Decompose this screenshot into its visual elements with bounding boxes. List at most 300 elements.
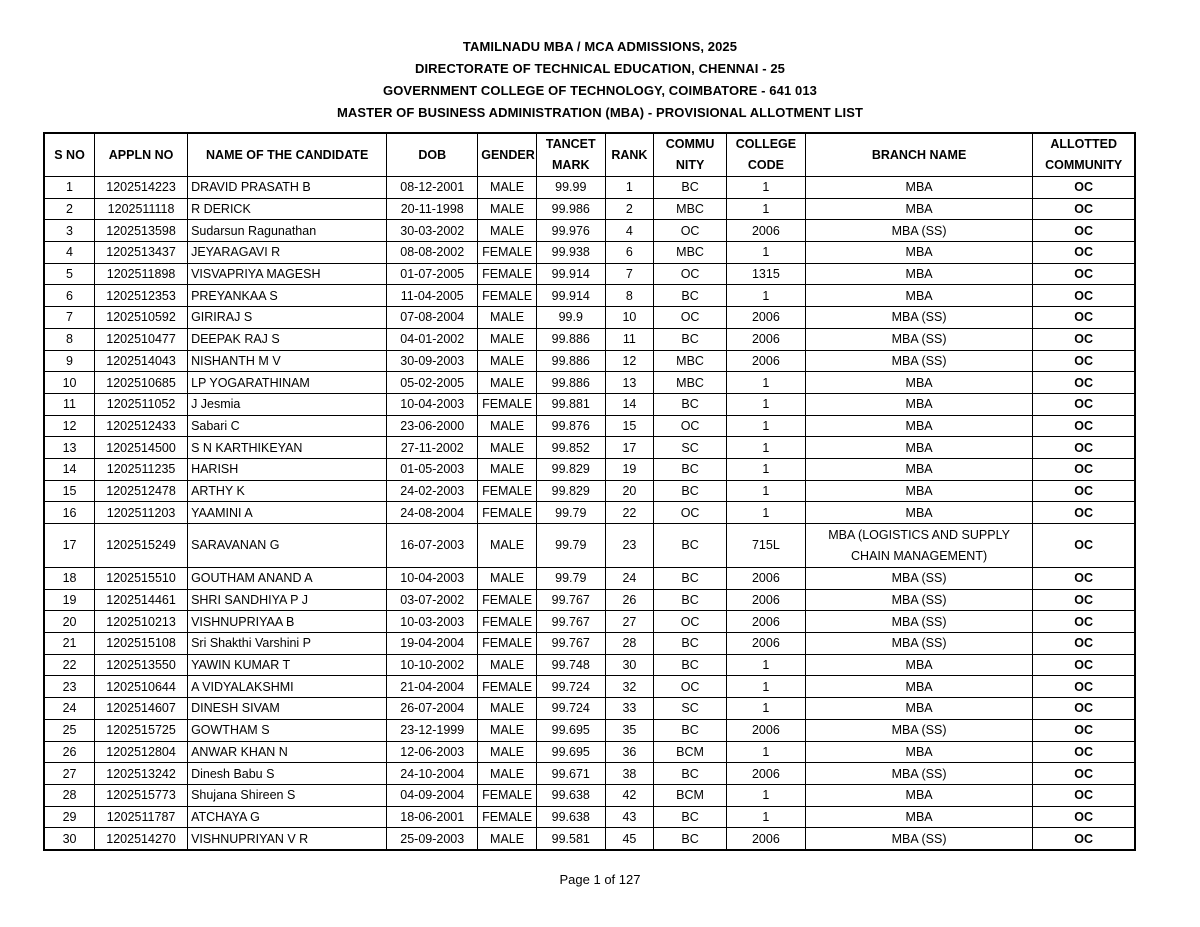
cell-name: Sri Shakthi Varshini P	[188, 633, 387, 655]
cell-name: J Jesmia	[188, 393, 387, 415]
table-row	[44, 328, 1135, 350]
cell-community: BC	[654, 328, 727, 350]
cell-allotted-community: OC	[1033, 393, 1135, 415]
cell-college-code: 2006	[726, 611, 805, 633]
cell-branch: MBA	[805, 784, 1033, 806]
cell-name: ARTHY K	[188, 480, 387, 502]
table-row	[44, 263, 1135, 285]
cell-sno: 5	[44, 263, 95, 285]
cell-branch: MBA (SS)	[805, 828, 1033, 850]
cell-allotted-community: OC	[1033, 676, 1135, 698]
cell-sno: 13	[44, 437, 95, 459]
page-number: Page 1 of 127	[559, 872, 641, 887]
table-row	[44, 177, 1135, 199]
cell-community: OC	[654, 220, 727, 242]
cell-community: BC	[654, 719, 727, 741]
cell-appln-no: 1202512353	[95, 285, 188, 307]
table-row	[44, 502, 1135, 524]
col-header-community	[654, 133, 727, 177]
cell-college-code: 2006	[726, 220, 805, 242]
cell-appln-no: 1202511898	[95, 263, 188, 285]
cell-tancet-mark: 99.638	[536, 806, 605, 828]
cell-rank: 8	[605, 285, 654, 307]
cell-dob: 10-03-2003	[387, 611, 478, 633]
cell-tancet-mark: 99.99	[536, 177, 605, 199]
table-row	[44, 763, 1135, 785]
cell-community: OC	[654, 611, 727, 633]
cell-tancet-mark: 99.695	[536, 741, 605, 763]
cell-name: VISVAPRIYA MAGESH	[188, 263, 387, 285]
cell-branch: MBA	[805, 806, 1033, 828]
cell-gender: MALE	[478, 654, 537, 676]
cell-appln-no: 1202512433	[95, 415, 188, 437]
cell-name: DINESH SIVAM	[188, 698, 387, 720]
cell-sno: 29	[44, 806, 95, 828]
cell-appln-no: 1202511235	[95, 458, 188, 480]
cell-gender: FEMALE	[478, 611, 537, 633]
cell-tancet-mark: 99.886	[536, 372, 605, 394]
cell-branch: MBA (SS)	[805, 589, 1033, 611]
table-row	[44, 633, 1135, 655]
cell-tancet-mark: 99.829	[536, 458, 605, 480]
cell-sno: 20	[44, 611, 95, 633]
cell-community: SC	[654, 437, 727, 459]
cell-dob: 24-08-2004	[387, 502, 478, 524]
cell-name: HARISH	[188, 458, 387, 480]
col-header-appln-no: APPLN NO	[95, 133, 188, 177]
table-row	[44, 350, 1135, 372]
cell-rank: 20	[605, 480, 654, 502]
col-header-college-line2: CODE	[747, 158, 784, 172]
table-row	[44, 372, 1135, 394]
cell-branch: MBA	[805, 480, 1033, 502]
col-header-college-line1: COLLEGE	[735, 137, 797, 151]
header-line-3: GOVERNMENT COLLEGE OF TECHNOLOGY, COIMBATORE - 641 013	[383, 83, 817, 98]
cell-community: SC	[654, 698, 727, 720]
cell-appln-no: 1202511118	[95, 198, 188, 220]
cell-tancet-mark: 99.724	[536, 698, 605, 720]
cell-allotted-community: OC	[1033, 437, 1135, 459]
table-row	[44, 415, 1135, 437]
table-row	[44, 611, 1135, 633]
cell-dob: 27-11-2002	[387, 437, 478, 459]
cell-tancet-mark: 99.938	[536, 242, 605, 264]
table-row	[44, 198, 1135, 220]
cell-allotted-community: OC	[1033, 198, 1135, 220]
header-line-4: MASTER OF BUSINESS ADMINISTRATION (MBA) - PROVISIONAL ALLOTMENT LIST	[336, 105, 864, 120]
cell-community: BC	[654, 285, 727, 307]
table-row	[44, 437, 1135, 459]
col-header-sno: S NO	[44, 133, 95, 177]
cell-branch: MBA (SS)	[805, 568, 1033, 590]
cell-name: GIRIRAJ S	[188, 307, 387, 329]
cell-gender: MALE	[478, 415, 537, 437]
cell-college-code: 1	[726, 654, 805, 676]
col-header-dob: DOB	[387, 133, 478, 177]
cell-appln-no: 1202515725	[95, 719, 188, 741]
cell-allotted-community: OC	[1033, 589, 1135, 611]
cell-college-code: 2006	[726, 568, 805, 590]
cell-sno: 22	[44, 654, 95, 676]
table-row	[44, 654, 1135, 676]
header-line-1: TAMILNADU MBA / MCA ADMISSIONS, 2025	[462, 39, 738, 54]
cell-college-code: 2006	[726, 328, 805, 350]
cell-branch: MBA	[805, 285, 1033, 307]
cell-allotted-community: OC	[1033, 784, 1135, 806]
cell-gender: MALE	[478, 524, 537, 568]
cell-branch: MBA	[805, 415, 1033, 437]
cell-college-code: 1	[726, 415, 805, 437]
cell-name: GOWTHAM S	[188, 719, 387, 741]
cell-gender: MALE	[478, 220, 537, 242]
cell-tancet-mark: 99.876	[536, 415, 605, 437]
cell-rank: 42	[605, 784, 654, 806]
cell-branch: MBA	[805, 177, 1033, 199]
cell-college-code: 1	[726, 698, 805, 720]
table-row	[44, 806, 1135, 828]
table-row	[44, 393, 1135, 415]
cell-dob: 19-04-2004	[387, 633, 478, 655]
cell-allotted-community: OC	[1033, 698, 1135, 720]
table-row	[44, 784, 1135, 806]
cell-sno: 21	[44, 633, 95, 655]
cell-college-code: 1	[726, 806, 805, 828]
cell-gender: MALE	[478, 198, 537, 220]
table-row	[44, 480, 1135, 502]
cell-appln-no: 1202513242	[95, 763, 188, 785]
cell-allotted-community: OC	[1033, 741, 1135, 763]
cell-allotted-community: OC	[1033, 806, 1135, 828]
cell-branch: MBA (SS)	[805, 307, 1033, 329]
cell-college-code: 1315	[726, 263, 805, 285]
cell-college-code: 1	[726, 393, 805, 415]
cell-sno: 8	[44, 328, 95, 350]
cell-dob: 04-09-2004	[387, 784, 478, 806]
cell-dob: 23-12-1999	[387, 719, 478, 741]
cell-gender: MALE	[478, 698, 537, 720]
cell-appln-no: 1202515773	[95, 784, 188, 806]
cell-sno: 19	[44, 589, 95, 611]
cell-community: OC	[654, 676, 727, 698]
cell-allotted-community: OC	[1033, 828, 1135, 850]
cell-gender: FEMALE	[478, 480, 537, 502]
cell-allotted-community: OC	[1033, 502, 1135, 524]
cell-allotted-community: OC	[1033, 285, 1135, 307]
cell-rank: 36	[605, 741, 654, 763]
cell-dob: 30-03-2002	[387, 220, 478, 242]
cell-name: Sudarsun Ragunathan	[188, 220, 387, 242]
cell-branch: MBA	[805, 676, 1033, 698]
cell-branch: MBA	[805, 654, 1033, 676]
cell-community: BC	[654, 524, 727, 568]
cell-rank: 22	[605, 502, 654, 524]
cell-gender: MALE	[478, 437, 537, 459]
cell-sno: 27	[44, 763, 95, 785]
cell-dob: 20-11-1998	[387, 198, 478, 220]
cell-dob: 23-06-2000	[387, 415, 478, 437]
cell-name: SARAVANAN G	[188, 524, 387, 568]
cell-college-code: 1	[726, 676, 805, 698]
cell-allotted-community: OC	[1033, 372, 1135, 394]
col-header-tancet-mark	[536, 133, 605, 177]
cell-rank: 27	[605, 611, 654, 633]
table-header-row	[44, 133, 1135, 177]
header-line-2: DIRECTORATE OF TECHNICAL EDUCATION, CHENNAI - 25	[414, 61, 786, 76]
cell-appln-no: 1202510644	[95, 676, 188, 698]
cell-appln-no: 1202514223	[95, 177, 188, 199]
cell-community: OC	[654, 263, 727, 285]
cell-dob: 24-02-2003	[387, 480, 478, 502]
cell-name: ATCHAYA G	[188, 806, 387, 828]
cell-college-code: 2006	[726, 350, 805, 372]
cell-sno: 23	[44, 676, 95, 698]
cell-community: MBC	[654, 198, 727, 220]
cell-gender: MALE	[478, 350, 537, 372]
cell-appln-no: 1202510213	[95, 611, 188, 633]
cell-branch: MBA (SS)	[805, 719, 1033, 741]
table-row	[44, 524, 1135, 568]
cell-name: R DERICK	[188, 198, 387, 220]
cell-appln-no: 1202514607	[95, 698, 188, 720]
cell-gender: MALE	[478, 741, 537, 763]
cell-allotted-community: OC	[1033, 568, 1135, 590]
cell-allotted-community: OC	[1033, 328, 1135, 350]
cell-branch: MBA (LOGISTICS AND SUPPLY CHAIN MANAGEMENT)	[805, 524, 1033, 568]
cell-college-code: 2006	[726, 589, 805, 611]
cell-name: JEYARAGAVI R	[188, 242, 387, 264]
cell-rank: 28	[605, 633, 654, 655]
col-header-tancet-line1: TANCET	[545, 137, 596, 151]
cell-gender: MALE	[478, 828, 537, 850]
cell-name: VISHNUPRIYAA B	[188, 611, 387, 633]
cell-branch: MBA	[805, 198, 1033, 220]
cell-branch: MBA	[805, 698, 1033, 720]
cell-gender: MALE	[478, 328, 537, 350]
cell-rank: 14	[605, 393, 654, 415]
cell-sno: 30	[44, 828, 95, 850]
cell-community: BC	[654, 763, 727, 785]
cell-college-code: 1	[726, 177, 805, 199]
table-row	[44, 589, 1135, 611]
cell-community: BCM	[654, 741, 727, 763]
cell-tancet-mark: 99.886	[536, 328, 605, 350]
cell-branch: MBA	[805, 437, 1033, 459]
table-row	[44, 242, 1135, 264]
cell-gender: MALE	[478, 307, 537, 329]
cell-community: BC	[654, 633, 727, 655]
cell-community: BCM	[654, 784, 727, 806]
cell-community: BC	[654, 589, 727, 611]
cell-tancet-mark: 99.581	[536, 828, 605, 850]
col-header-rank: RANK	[605, 133, 654, 177]
cell-dob: 18-06-2001	[387, 806, 478, 828]
cell-rank: 4	[605, 220, 654, 242]
cell-branch: MBA	[805, 741, 1033, 763]
cell-gender: FEMALE	[478, 806, 537, 828]
cell-branch: MBA	[805, 242, 1033, 264]
cell-sno: 24	[44, 698, 95, 720]
cell-college-code: 1	[726, 784, 805, 806]
cell-dob: 16-07-2003	[387, 524, 478, 568]
cell-allotted-community: OC	[1033, 654, 1135, 676]
cell-allotted-community: OC	[1033, 611, 1135, 633]
cell-allotted-community: OC	[1033, 480, 1135, 502]
cell-gender: MALE	[478, 719, 537, 741]
cell-branch: MBA	[805, 263, 1033, 285]
cell-tancet-mark: 99.79	[536, 502, 605, 524]
cell-rank: 24	[605, 568, 654, 590]
cell-gender: FEMALE	[478, 676, 537, 698]
cell-tancet-mark: 99.671	[536, 763, 605, 785]
cell-sno: 3	[44, 220, 95, 242]
cell-community: BC	[654, 806, 727, 828]
cell-appln-no: 1202515510	[95, 568, 188, 590]
cell-appln-no: 1202510477	[95, 328, 188, 350]
cell-tancet-mark: 99.914	[536, 263, 605, 285]
cell-college-code: 2006	[726, 307, 805, 329]
cell-branch: MBA (SS)	[805, 611, 1033, 633]
cell-sno: 6	[44, 285, 95, 307]
cell-dob: 05-02-2005	[387, 372, 478, 394]
cell-college-code: 1	[726, 437, 805, 459]
cell-tancet-mark: 99.767	[536, 611, 605, 633]
cell-rank: 26	[605, 589, 654, 611]
table-row	[44, 828, 1135, 850]
cell-college-code: 1	[726, 372, 805, 394]
cell-college-code: 1	[726, 458, 805, 480]
cell-branch: MBA	[805, 372, 1033, 394]
cell-college-code: 1	[726, 480, 805, 502]
cell-sno: 25	[44, 719, 95, 741]
cell-dob: 01-07-2005	[387, 263, 478, 285]
table-row	[44, 719, 1135, 741]
cell-community: BC	[654, 177, 727, 199]
cell-branch: MBA (SS)	[805, 633, 1033, 655]
cell-sno: 14	[44, 458, 95, 480]
cell-rank: 30	[605, 654, 654, 676]
cell-name: SHRI SANDHIYA P J	[188, 589, 387, 611]
cell-appln-no: 1202514500	[95, 437, 188, 459]
cell-gender: FEMALE	[478, 502, 537, 524]
cell-name: YAAMINI A	[188, 502, 387, 524]
cell-appln-no: 1202513550	[95, 654, 188, 676]
cell-allotted-community: OC	[1033, 177, 1135, 199]
cell-appln-no: 1202513598	[95, 220, 188, 242]
cell-sno: 16	[44, 502, 95, 524]
cell-branch: MBA (SS)	[805, 350, 1033, 372]
col-header-name: NAME OF THE CANDIDATE	[188, 133, 387, 177]
cell-name: YAWIN KUMAR T	[188, 654, 387, 676]
col-header-allotted-line1: ALLOTTED	[1050, 137, 1117, 151]
cell-college-code: 2006	[726, 828, 805, 850]
cell-tancet-mark: 99.886	[536, 350, 605, 372]
cell-appln-no: 1202513437	[95, 242, 188, 264]
cell-community: BC	[654, 828, 727, 850]
cell-tancet-mark: 99.852	[536, 437, 605, 459]
cell-sno: 17	[44, 524, 95, 568]
cell-dob: 01-05-2003	[387, 458, 478, 480]
cell-allotted-community: OC	[1033, 220, 1135, 242]
cell-appln-no: 1202512804	[95, 741, 188, 763]
cell-gender: FEMALE	[478, 589, 537, 611]
cell-community: MBC	[654, 242, 727, 264]
table-row	[44, 220, 1135, 242]
cell-appln-no: 1202514461	[95, 589, 188, 611]
cell-rank: 7	[605, 263, 654, 285]
cell-community: MBC	[654, 372, 727, 394]
cell-gender: MALE	[478, 568, 537, 590]
cell-sno: 12	[44, 415, 95, 437]
cell-dob: 25-09-2003	[387, 828, 478, 850]
cell-college-code: 1	[726, 741, 805, 763]
cell-name: Sabari C	[188, 415, 387, 437]
cell-community: OC	[654, 415, 727, 437]
cell-name: NISHANTH M V	[188, 350, 387, 372]
cell-allotted-community: OC	[1033, 242, 1135, 264]
cell-tancet-mark: 99.976	[536, 220, 605, 242]
cell-rank: 10	[605, 307, 654, 329]
table-row	[44, 285, 1135, 307]
cell-tancet-mark: 99.79	[536, 524, 605, 568]
cell-tancet-mark: 99.748	[536, 654, 605, 676]
cell-appln-no: 1202515249	[95, 524, 188, 568]
cell-name: S N KARTHIKEYAN	[188, 437, 387, 459]
cell-rank: 32	[605, 676, 654, 698]
table-row	[44, 741, 1135, 763]
cell-dob: 12-06-2003	[387, 741, 478, 763]
cell-dob: 08-12-2001	[387, 177, 478, 199]
cell-community: BC	[654, 568, 727, 590]
cell-rank: 2	[605, 198, 654, 220]
cell-community: BC	[654, 654, 727, 676]
cell-community: MBC	[654, 350, 727, 372]
cell-gender: MALE	[478, 458, 537, 480]
cell-name: PREYANKAA S	[188, 285, 387, 307]
cell-allotted-community: OC	[1033, 719, 1135, 741]
cell-rank: 19	[605, 458, 654, 480]
cell-rank: 35	[605, 719, 654, 741]
table-body	[44, 177, 1135, 850]
cell-appln-no: 1202515108	[95, 633, 188, 655]
cell-name: ANWAR KHAN N	[188, 741, 387, 763]
cell-dob: 07-08-2004	[387, 307, 478, 329]
cell-branch: MBA (SS)	[805, 220, 1033, 242]
cell-rank: 38	[605, 763, 654, 785]
cell-name: DEEPAK RAJ S	[188, 328, 387, 350]
cell-sno: 9	[44, 350, 95, 372]
cell-name: GOUTHAM ANAND A	[188, 568, 387, 590]
allotment-table	[43, 132, 1136, 851]
cell-gender: FEMALE	[478, 393, 537, 415]
cell-gender: MALE	[478, 372, 537, 394]
cell-dob: 21-04-2004	[387, 676, 478, 698]
cell-name: VISHNUPRIYAN V R	[188, 828, 387, 850]
cell-sno: 10	[44, 372, 95, 394]
cell-name: Dinesh Babu S	[188, 763, 387, 785]
cell-branch: MBA	[805, 502, 1033, 524]
cell-name: Shujana Shireen S	[188, 784, 387, 806]
cell-sno: 1	[44, 177, 95, 199]
cell-appln-no: 1202510685	[95, 372, 188, 394]
cell-tancet-mark: 99.767	[536, 589, 605, 611]
cell-sno: 28	[44, 784, 95, 806]
cell-rank: 12	[605, 350, 654, 372]
cell-appln-no: 1202511052	[95, 393, 188, 415]
cell-tancet-mark: 99.881	[536, 393, 605, 415]
cell-name: DRAVID PRASATH B	[188, 177, 387, 199]
cell-appln-no: 1202514270	[95, 828, 188, 850]
cell-branch: MBA	[805, 393, 1033, 415]
